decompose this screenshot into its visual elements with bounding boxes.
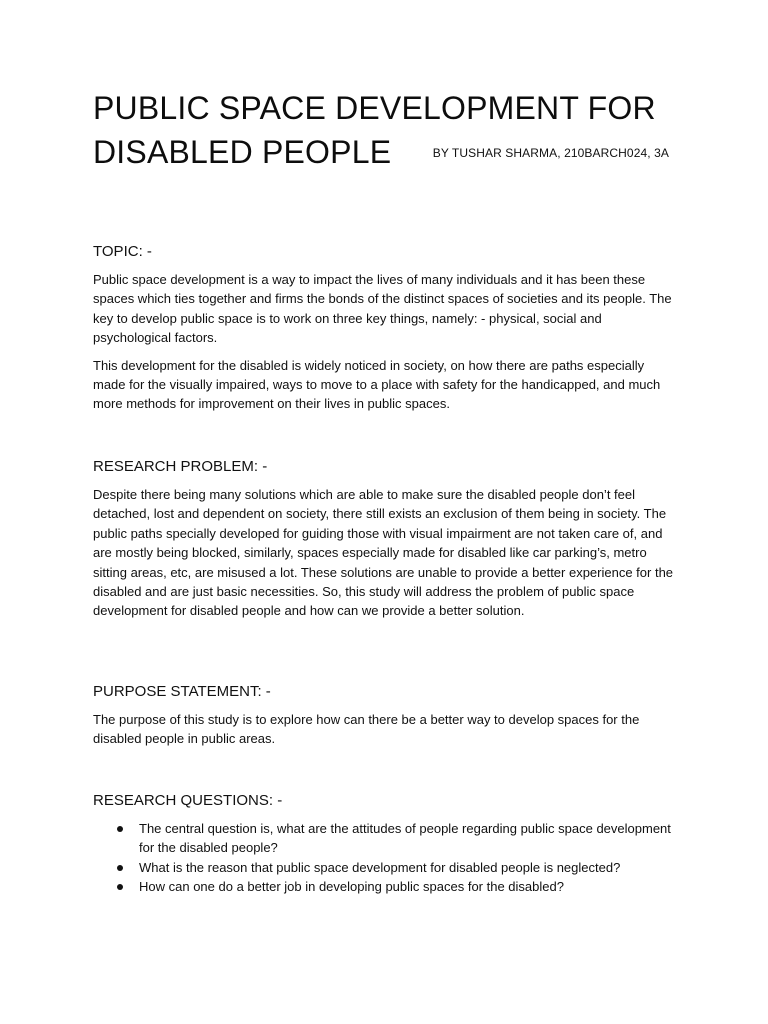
list-item — [93, 877, 677, 896]
section-heading-topic: TOPIC: - — [93, 243, 152, 260]
list-item-text: What is the reason that public space development for disabled people is neglected? — [139, 859, 621, 875]
section-heading-research-problem: RESEARCH PROBLEM: - — [93, 458, 268, 475]
section-topic — [93, 242, 677, 422]
section-research-questions — [93, 791, 677, 897]
page-title-line-2-row — [93, 130, 669, 181]
section-purpose-statement — [93, 682, 677, 757]
section-heading-research-questions: RESEARCH QUESTIONS: - — [93, 792, 283, 809]
section-research-problem — [93, 457, 677, 629]
research-problem-paragraph: Despite there being many solutions which are able to make sure the disabled people don’t feel detached, lost and dependent on society, there still exists an exclusion of them being in society. The public paths specially developed for guiding those with visual impairment are not taken care of, and are mostly being blocked, similarly, spaces especially made for disabled like car parking’s, metro sitting areas, etc, are misused a lot. These solutions are unable to provide a better experience for the disabled and are just basic necessities. So, this study will address the problem of public space development for disabled people and how can we provide a better solution. — [93, 487, 674, 619]
section-heading-purpose-statement: PURPOSE STATEMENT: - — [93, 683, 271, 700]
title-block — [93, 86, 683, 181]
author-byline: BY TUSHAR SHARMA, 210BARCH024, 3A — [432, 146, 669, 160]
bullet-icon — [117, 865, 123, 871]
list-item — [93, 819, 677, 858]
research-questions-list — [93, 819, 677, 897]
bullet-icon — [117, 884, 123, 890]
list-item-text: The central question is, what are the attitudes of people regarding public space development for the disabled people? — [139, 821, 671, 856]
list-item — [93, 858, 677, 877]
topic-paragraph-2: This development for the disabled is widely noticed in society, on how there are paths especially made for the visually impaired, ways to move to a place with safety for the handicapped, and much more methods for improvement on their lives in public spaces. — [93, 357, 661, 412]
bullet-icon — [117, 826, 123, 832]
page-title-line-2: DISABLED PEOPLE — [93, 134, 392, 170]
page-title-line-1: PUBLIC SPACE DEVELOPMENT FOR — [93, 90, 656, 126]
purpose-statement-paragraph: The purpose of this study is to explore how can there be a better way to develop spaces for the disabled people in public areas. — [93, 712, 640, 747]
topic-paragraph-1: Public space development is a way to impact the lives of many individuals and it has been these spaces which ties together and firms the bonds of the distinct spaces of societies and its people. The key to develop public space is to work on three key things, namely: - physical, social and psychological factors. — [93, 272, 672, 346]
list-item-text: How can one do a better job in developing public spaces for the disabled? — [139, 879, 564, 895]
